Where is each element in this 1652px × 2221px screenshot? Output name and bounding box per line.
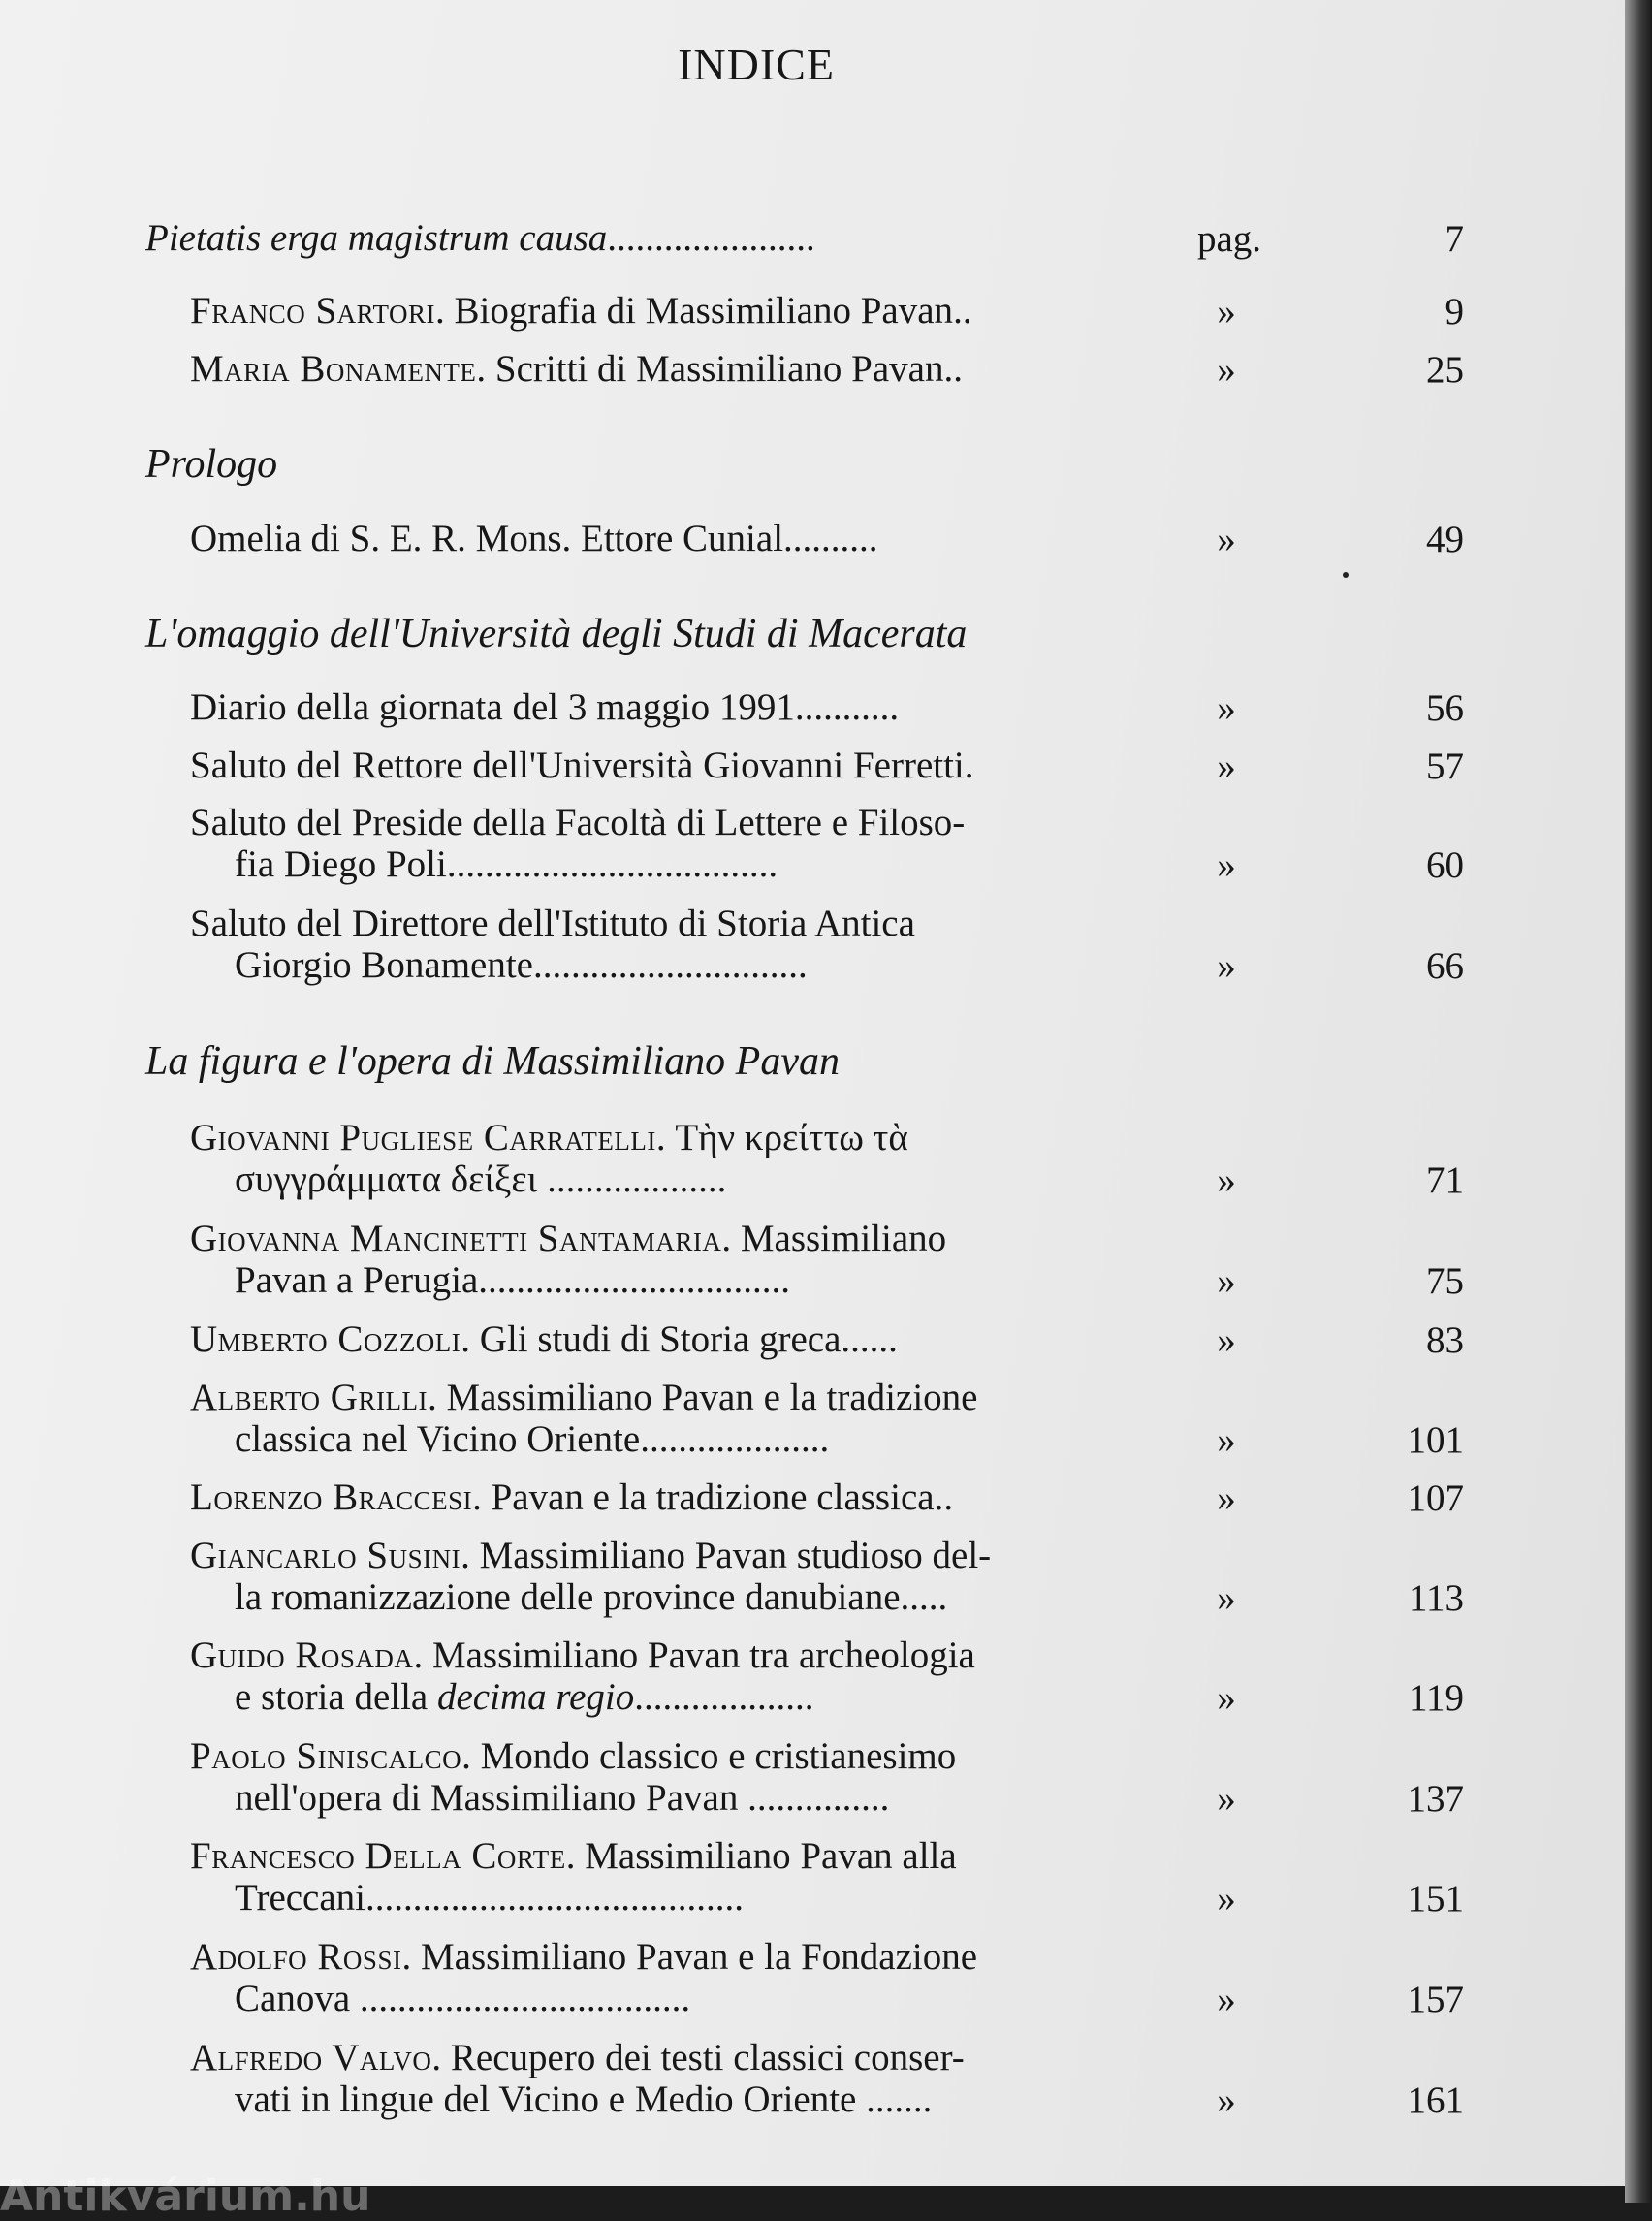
leader-dots: .. (943, 348, 963, 390)
entry-author: Lorenzo Braccesi (190, 1476, 473, 1518)
leader-dots: ................................. (478, 1259, 791, 1301)
page-number: 66 (1426, 945, 1464, 987)
entry-title: . Mondo classico e cristianesimo (461, 1735, 957, 1777)
ditto-mark: » (1217, 1878, 1236, 1920)
entry-author: Umberto Cozzoli (190, 1318, 461, 1360)
ditto-mark: » (1217, 2079, 1236, 2121)
ditto-mark: » (1217, 1577, 1236, 1619)
leader-dots: .......... (783, 518, 878, 559)
ditto-mark: » (1217, 1419, 1236, 1461)
toc-entry (190, 1634, 1160, 1718)
entry-title-cont: Canova (235, 1978, 351, 2019)
page-number: 57 (1426, 746, 1464, 787)
entry-title-cont: vati in lingue del Vicino e Medio Oriente (235, 2078, 857, 2120)
toc-entry (190, 1318, 1160, 1360)
entry-author: Guido Rosada (190, 1634, 414, 1676)
page-number: 75 (1426, 1260, 1464, 1302)
page-number: 157 (1407, 1979, 1464, 2020)
entry-title: Diario della giornata del 3 maggio 1991 (190, 686, 795, 728)
page-number: 71 (1426, 1159, 1464, 1201)
entry-author: Giancarlo Susini (190, 1535, 461, 1576)
entry-title-cont: nell'opera di Massimiliano Pavan (235, 1777, 739, 1819)
ditto-mark: » (1217, 291, 1236, 333)
ditto-mark: » (1217, 1677, 1236, 1719)
page-title: INDICE (678, 40, 835, 89)
toc-entry (190, 802, 1160, 885)
toc-entry (190, 745, 1160, 786)
ditto-mark: » (1217, 1778, 1236, 1820)
ditto-mark: » (1217, 349, 1236, 391)
toc-entry (190, 903, 1160, 986)
toc-entry (190, 1218, 1160, 1301)
ditto-mark: » (1217, 1979, 1236, 2020)
toc-entry (190, 1936, 1160, 2019)
leader-dots: ............................. (532, 944, 808, 986)
entry-title-cont: la romanizzazione delle province danubiane (235, 1576, 901, 1618)
entry-title: . Massimiliano Pavan e la Fondazione (401, 1936, 978, 1978)
page-number: 151 (1407, 1878, 1464, 1920)
toc-entry (190, 518, 1160, 559)
toc-entry (190, 1535, 1160, 1618)
leader-dots: ................................... (359, 1978, 691, 2019)
leader-dots: ............... (747, 1777, 890, 1819)
page-number: 107 (1407, 1477, 1464, 1519)
entry-title: . Recupero dei testi classici conser- (431, 2037, 965, 2078)
leader-dots: ...................... (607, 217, 815, 259)
entry-title-cont: classica nel Vicino Oriente (235, 1418, 641, 1460)
entry-title: Saluto del Preside della Facoltà di Lettere e Filoso- (190, 802, 966, 843)
entry-title: . Τὴν κρείττω τὰ (655, 1117, 908, 1158)
ditto-mark: » (1217, 1159, 1236, 1201)
entry-title-cont: συγγράμματα δείξει (235, 1158, 538, 1200)
toc-entry (190, 1117, 1160, 1200)
entry-title: . Gli studi di Storia greca (461, 1318, 842, 1360)
ditto-mark: » (1217, 519, 1236, 560)
entry-author: Alberto Grilli (190, 1377, 428, 1418)
entry-title-cont: fia Diego Poli (235, 843, 447, 885)
page-number: 56 (1426, 687, 1464, 729)
entry-title: . Biografia di Massimiliano Pavan (435, 290, 954, 332)
toc-entry (190, 1476, 1160, 1518)
page-number: 101 (1407, 1419, 1464, 1461)
leader-dots: .. (953, 290, 972, 332)
page-edge (1625, 0, 1652, 2203)
ditto-mark: » (1217, 1319, 1236, 1361)
entry-author: Franco Sartori (190, 290, 436, 332)
entry-title: . Massimiliano Pavan alla (565, 1835, 957, 1877)
entry-author: Francesco Della Corte (190, 1835, 566, 1877)
page-number: 7 (1445, 218, 1464, 260)
leader-dots: ................................... (446, 843, 778, 885)
entry-title: . Massimiliano (721, 1218, 947, 1259)
toc-entry (190, 290, 1160, 332)
entry-author: Giovanni Pugliese Carratelli (190, 1117, 656, 1158)
ditto-mark: » (1217, 687, 1236, 729)
entry-title: . Massimiliano Pavan tra archeologia (413, 1634, 975, 1676)
ditto-mark: » (1217, 746, 1236, 787)
page-number: 161 (1407, 2079, 1464, 2121)
ditto-mark: » (1217, 1260, 1236, 1302)
page-number: 49 (1426, 519, 1464, 560)
entry-author: Giovanna Mancinetti Santamaria (190, 1218, 722, 1259)
page-number: 119 (1408, 1677, 1464, 1719)
entry-author: Paolo Siniscalco (190, 1735, 462, 1777)
toc-entry (190, 1835, 1160, 1919)
entry-title: . Pavan e la tradizione classica (472, 1476, 935, 1518)
section-heading: La figura e l'opera di Massimiliano Pavan (145, 1039, 840, 1084)
entry-author: Adolfo Rossi (190, 1936, 402, 1978)
entry-title: Saluto del Rettore dell'Università Giovanni Ferretti. (190, 745, 974, 786)
entry-title: Pietatis erga magistrum causa (145, 217, 608, 259)
section-heading: L'omaggio dell'Università degli Studi di Macerata (145, 612, 968, 656)
entry-title-cont: Treccani (235, 1877, 366, 1919)
leader-dots: ..... (900, 1576, 948, 1618)
page-number: 60 (1426, 844, 1464, 886)
toc-entry (190, 348, 1160, 390)
leader-dots: ...... (841, 1318, 898, 1360)
page-label: pag. (1197, 218, 1262, 260)
watermark: Antikvárium.hu (0, 2172, 371, 2221)
ink-dot (1343, 572, 1349, 578)
entry-title: . Massimiliano Pavan studioso del- (461, 1535, 992, 1576)
page-number: 9 (1445, 291, 1464, 333)
entry-title: . Scritti di Massimiliano Pavan (476, 348, 944, 390)
toc-entry (190, 686, 1160, 728)
ditto-mark: » (1217, 844, 1236, 886)
page-number: 25 (1426, 349, 1464, 391)
toc-entry (190, 1735, 1160, 1819)
entry-title-italic: decima regio (437, 1676, 635, 1718)
leader-dots: ....... (866, 2078, 933, 2120)
entry-title: . Massimiliano Pavan e la tradizione (427, 1377, 978, 1418)
entry-title-cont: e storia della (235, 1676, 429, 1718)
leader-dots: ........... (794, 686, 900, 728)
toc-entry (190, 2037, 1160, 2120)
entry-title-cont: Pavan a Perugia (235, 1259, 479, 1301)
ditto-mark: » (1217, 945, 1236, 987)
toc-entry (145, 217, 1160, 259)
page-number: 137 (1407, 1778, 1464, 1820)
leader-dots: ........................................ (365, 1877, 745, 1919)
entry-title: Saluto del Direttore dell'Istituto di Storia Antica (190, 903, 915, 944)
page-number: 113 (1408, 1577, 1464, 1619)
leader-dots: .................... (640, 1418, 830, 1460)
section-heading: Prologo (145, 442, 278, 487)
leader-dots: ................... (547, 1158, 727, 1200)
entry-title: Omelia di S. E. R. Mons. Ettore Cunial (190, 518, 784, 559)
leader-dots: .. (934, 1476, 954, 1518)
leader-dots: ................... (634, 1676, 814, 1718)
entry-title-cont: Giorgio Bonamente (235, 944, 533, 986)
page-number: 83 (1426, 1319, 1464, 1361)
entry-author: Maria Bonamente (190, 348, 477, 390)
entry-author: Alfredo Valvo (190, 2037, 432, 2078)
ditto-mark: » (1217, 1477, 1236, 1519)
toc-entry (190, 1377, 1160, 1460)
